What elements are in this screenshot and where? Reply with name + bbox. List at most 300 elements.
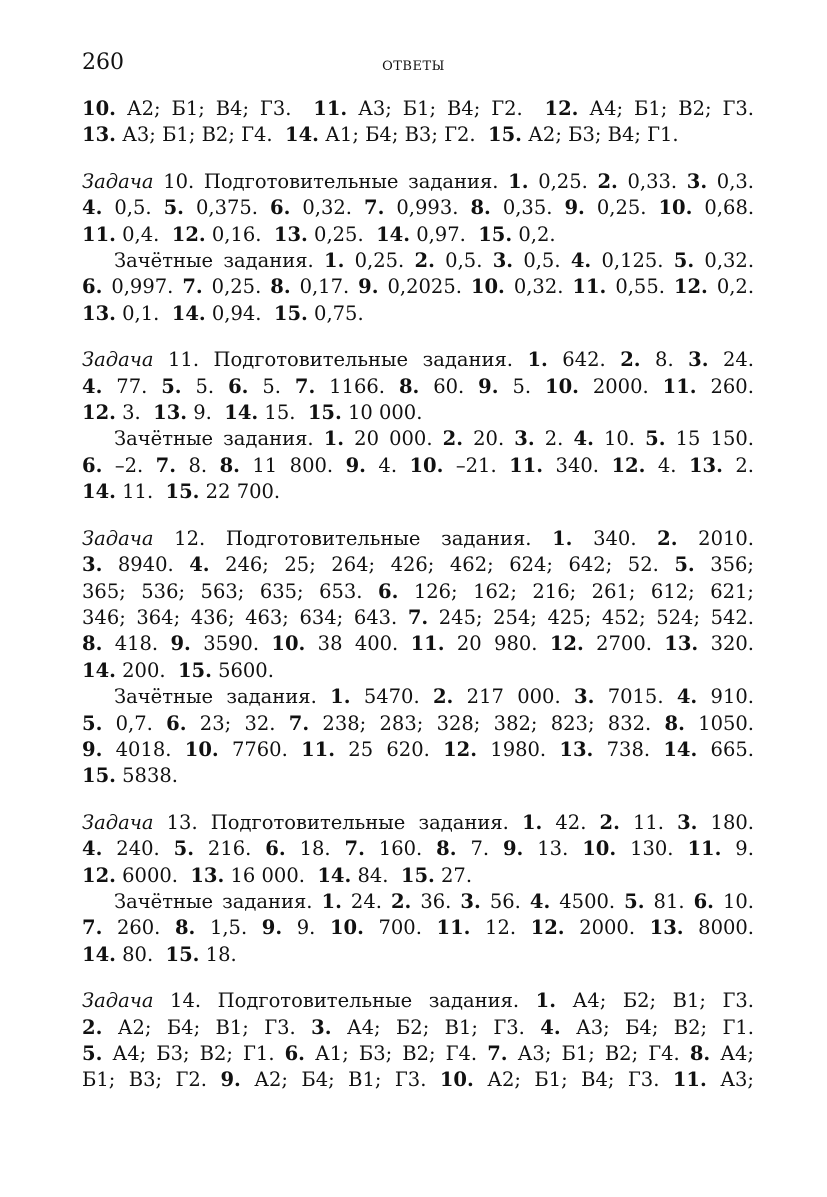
text-run: 9. <box>282 916 330 940</box>
task-14-section <box>82 988 754 1094</box>
text-run: 0,2025. <box>378 275 471 299</box>
text-run: 15. <box>165 942 200 966</box>
text-run: 12. <box>530 916 565 940</box>
text-run: Задача <box>82 169 154 193</box>
text-run: 5. <box>82 711 103 735</box>
text-run: 9. <box>478 374 499 398</box>
text-run: 7. <box>155 453 177 477</box>
text-run: 7. <box>288 711 310 735</box>
text-run: 3. <box>492 249 514 273</box>
text-run: 5. <box>161 374 182 398</box>
text-run: 0,125. <box>591 249 674 273</box>
text-run: 11. Подготовительные задания. <box>153 348 528 372</box>
text-run: А2; Б4; В1; Г3. <box>102 1015 312 1039</box>
text-run: 7. <box>82 916 103 940</box>
text-line <box>82 579 754 605</box>
text-line <box>82 942 754 968</box>
text-run: 77. <box>102 374 162 398</box>
text-run: 11. <box>672 1068 707 1092</box>
text-run: 14. <box>285 123 319 147</box>
text-run: Задача <box>82 989 154 1013</box>
text-run: 1,5. <box>195 916 262 940</box>
text-run: 12. <box>171 222 206 246</box>
text-run: 11. <box>436 916 471 940</box>
text-run: 0,25. <box>202 275 271 299</box>
text-run: 2. <box>414 249 435 273</box>
text-run: 2000. <box>564 916 650 940</box>
text-run: 4. <box>529 889 551 913</box>
text-run: 11. <box>301 737 336 761</box>
text-line <box>82 631 754 657</box>
text-line <box>82 863 754 889</box>
text-run: 10 000. <box>341 401 423 425</box>
text-run: 3. <box>460 889 481 913</box>
text-run: 12. <box>470 916 531 940</box>
text-run: 0,25. <box>307 222 377 246</box>
text-run: 0,375. <box>183 196 271 220</box>
text-run: 8. <box>689 1042 711 1065</box>
text-run: 11 800. <box>239 453 346 477</box>
text-run: 15. <box>478 222 513 246</box>
text-run: 7. <box>456 837 503 861</box>
text-run: 1. <box>508 169 529 193</box>
text-run: А4; Б2; В1; Г3. <box>556 989 755 1013</box>
text-run: 12. <box>673 275 708 299</box>
text-line <box>82 763 754 789</box>
text-run: 3. <box>115 401 154 425</box>
text-run: 130. <box>616 837 688 861</box>
text-run: 238; 283; 328; 382; 823; 832. <box>309 711 665 735</box>
text-run: 0,68. <box>692 196 755 220</box>
text-run: 3. <box>688 348 709 372</box>
text-run: 8. <box>176 453 220 477</box>
text-run: 126; 162; 216; 261; 612; 621; <box>398 579 754 603</box>
text-run: 8. <box>436 837 457 861</box>
text-run: 15. <box>258 401 308 425</box>
text-run: 5. <box>645 427 666 451</box>
text-run: 11. <box>572 275 607 299</box>
text-run: 3. <box>311 1015 332 1039</box>
text-run: 10. <box>470 275 505 299</box>
text-run: 5. <box>673 249 695 273</box>
text-run: 15. <box>307 401 342 425</box>
text-run: 38 400. <box>305 632 411 656</box>
text-run: 12. <box>544 97 579 120</box>
text-run: 2. <box>620 348 641 372</box>
text-run: 6. <box>693 889 714 913</box>
text-run: 25 620. <box>335 737 444 761</box>
text-run: 9. <box>721 837 754 861</box>
text-run: 2010. <box>677 526 754 550</box>
text-run: А2; Б1; В4; Г3. <box>115 97 314 120</box>
text-run: 11. <box>509 453 544 477</box>
text-run: А2; Б3; В4; Г1. <box>521 123 679 147</box>
text-run: 5. <box>163 196 184 220</box>
text-run: 13. Подготовительные задания. <box>153 810 522 834</box>
text-run: А3; Б4; В2; Г1. <box>560 1015 754 1039</box>
text-line <box>82 96 754 122</box>
text-run: 10. <box>713 889 754 913</box>
text-run: 14. <box>376 222 410 246</box>
text-run: 4. <box>82 837 103 861</box>
text-run: 10. <box>271 632 306 656</box>
text-run: 13. <box>649 916 684 940</box>
text-line <box>82 347 754 373</box>
text-run: 2. <box>432 685 454 709</box>
text-run: 0,2. <box>512 222 556 246</box>
text-run: 0,25. <box>528 169 598 193</box>
answers-content <box>82 96 754 1094</box>
text-run: 665. <box>697 737 754 761</box>
text-run: 8. <box>174 916 196 940</box>
text-run: 1. <box>324 249 345 273</box>
text-run: 0,25. <box>344 249 415 273</box>
text-run: 4. <box>645 453 689 477</box>
text-run: 11. <box>687 837 722 861</box>
text-run: 13. <box>153 401 188 425</box>
text-run: Б1; В3; Г2. <box>82 1068 221 1092</box>
text-line <box>82 195 754 221</box>
text-line <box>82 988 754 1014</box>
text-run: 15. <box>488 123 522 147</box>
text-run: 260. <box>696 374 754 398</box>
text-run: 13. <box>523 837 583 861</box>
text-run: 1980. <box>477 737 560 761</box>
text-run: 0,94. <box>205 301 274 325</box>
text-run: 365; 536; 563; 635; 653. <box>82 579 378 603</box>
text-run: 0,32. <box>290 196 365 220</box>
text-run: 1. <box>323 427 345 451</box>
text-run: 11. <box>82 222 116 246</box>
text-run: 15 150. <box>665 427 754 451</box>
text-run: 3. <box>82 553 103 577</box>
text-run: 160. <box>364 837 437 861</box>
running-title: ОТВЕТЫ <box>382 59 445 74</box>
text-run: 4018. <box>102 737 185 761</box>
text-run: 4. <box>189 553 210 577</box>
text-run: 15. <box>400 863 435 887</box>
text-run: А3; Б1; В2; Г4. <box>507 1042 690 1065</box>
text-run: 240. <box>102 837 174 861</box>
text-line <box>82 1015 754 1041</box>
text-run: 56. <box>480 889 530 913</box>
text-run: 8000. <box>683 916 754 940</box>
text-run: 5. <box>181 374 229 398</box>
text-run: 1. <box>330 685 351 709</box>
text-line <box>82 1041 754 1067</box>
text-line <box>82 374 754 400</box>
text-run: 3. <box>677 810 698 834</box>
text-run: 14. <box>82 480 116 504</box>
text-run: 0,32. <box>694 249 755 273</box>
text-run: 24. <box>341 889 391 913</box>
text-run: 11. <box>410 632 445 656</box>
text-run: А4; Б2; В1; Г3. <box>331 1015 541 1039</box>
text-run: 81. <box>644 889 694 913</box>
intro-block <box>82 96 754 149</box>
text-run: 84. <box>351 863 401 887</box>
text-line <box>82 1067 754 1093</box>
text-run: А4; <box>710 1042 755 1065</box>
text-run: 12. <box>82 863 116 887</box>
text-run: 0,1. <box>115 301 172 325</box>
text-run: 320. <box>698 632 754 656</box>
text-run: 42. <box>542 810 600 834</box>
text-run: 12. <box>443 737 478 761</box>
text-run: 12. <box>82 401 116 425</box>
text-run: 10. <box>658 196 693 220</box>
text-run: 4. <box>540 1015 561 1039</box>
text-run: Задача <box>82 526 154 550</box>
text-run: 245; 254; 425; 452; 524; 542. <box>428 605 755 629</box>
text-run: 10. <box>582 837 617 861</box>
text-run: 2. <box>534 427 574 451</box>
text-run: 0,55. <box>606 275 674 299</box>
text-run: 2. <box>597 169 618 193</box>
text-run: 6. <box>228 374 249 398</box>
text-run: 6. <box>82 275 103 299</box>
text-run: 18. <box>285 837 345 861</box>
text-run: 10. <box>439 1068 474 1092</box>
text-run: 2. <box>390 889 412 913</box>
text-run: Зачётные задания. <box>114 685 331 709</box>
text-run: 6. <box>166 711 187 735</box>
text-run: 7. <box>294 374 316 398</box>
text-line <box>82 836 754 862</box>
text-run: 13. <box>190 863 225 887</box>
text-run: А4; Б3; В2; Г1. <box>102 1042 285 1065</box>
text-run: 11. <box>115 480 166 504</box>
text-line <box>82 810 754 836</box>
text-run: 10. <box>82 97 116 120</box>
text-run: 0,7. <box>102 711 167 735</box>
text-run: 0,5. <box>513 249 571 273</box>
text-run: 15. <box>82 764 116 788</box>
text-run: 24. <box>708 348 754 372</box>
text-run: А2; Б4; В1; Г3. <box>240 1068 440 1092</box>
text-run: 1. <box>521 810 543 834</box>
text-run: 8. <box>470 196 491 220</box>
text-run: 14. <box>224 401 259 425</box>
text-run: 8940. <box>102 553 190 577</box>
text-run: 4. <box>82 374 103 398</box>
text-run: 8. <box>270 275 291 299</box>
text-line <box>82 605 754 631</box>
text-run: 10. <box>409 453 444 477</box>
text-run: 6. <box>284 1042 305 1065</box>
text-run: 9. <box>187 401 225 425</box>
text-run: А1; Б3; В2; Г4. <box>304 1042 488 1065</box>
text-run: 2000. <box>578 374 663 398</box>
text-run: 4. <box>82 196 103 220</box>
task-13-section <box>82 810 754 968</box>
text-run: 0,35. <box>490 196 565 220</box>
text-run: 8. <box>82 632 103 656</box>
text-run: 14. <box>317 863 352 887</box>
text-run: 1. <box>535 989 557 1013</box>
text-run: 356; <box>694 553 754 577</box>
text-run: 11. <box>619 810 678 834</box>
task-12-section <box>82 526 754 790</box>
text-run: 9. <box>82 737 103 761</box>
text-run: 22 700. <box>199 480 281 504</box>
text-run: 180. <box>697 810 754 834</box>
text-run: 2. <box>657 526 678 550</box>
text-run: 910. <box>697 685 754 709</box>
text-run: 4. <box>570 249 592 273</box>
text-run: 7760. <box>218 737 302 761</box>
text-run: 20. <box>463 427 515 451</box>
text-line <box>82 400 754 426</box>
text-line <box>82 453 754 479</box>
text-run: 6. <box>378 579 399 603</box>
text-run: 7. <box>344 837 365 861</box>
text-run: 5. <box>498 374 545 398</box>
text-run: 0,25. <box>584 196 659 220</box>
text-line <box>82 526 754 552</box>
text-run: 5. <box>624 889 645 913</box>
text-line <box>82 301 754 327</box>
text-run: 20 000. <box>344 427 443 451</box>
text-run: 1050. <box>684 711 755 735</box>
text-run: 9. <box>358 275 379 299</box>
text-run: 0,993. <box>384 196 471 220</box>
text-line <box>82 426 754 452</box>
text-line <box>82 915 754 941</box>
text-run: 5470. <box>350 685 433 709</box>
text-run: 7. <box>407 605 429 629</box>
text-run: 13. <box>82 123 116 147</box>
text-run: 260. <box>102 916 175 940</box>
text-run: 0,17. <box>290 275 359 299</box>
text-run: 5. <box>173 837 194 861</box>
text-run: 2. <box>442 427 464 451</box>
text-run: 7015. <box>594 685 677 709</box>
text-run: 0,5. <box>102 196 164 220</box>
text-run: 0,3. <box>707 169 754 193</box>
text-run: 9. <box>261 916 283 940</box>
text-run: 340. <box>543 453 612 477</box>
text-run: 12. Подготовительные задания. <box>153 526 553 550</box>
text-line <box>82 169 754 195</box>
text-run: 217 000. <box>453 685 574 709</box>
text-run: 13. <box>688 453 723 477</box>
text-line <box>82 684 754 710</box>
text-run: Зачётные задания. <box>114 889 322 913</box>
text-run: 6. <box>82 453 103 477</box>
text-run: 246; 25; 264; 426; 462; 624; 642; 52. <box>209 553 675 577</box>
text-run: 12. <box>611 453 646 477</box>
text-line <box>82 737 754 763</box>
text-run: 0,4. <box>115 222 172 246</box>
text-run: 2. <box>599 810 620 834</box>
text-line <box>82 889 754 915</box>
text-run: 0,33. <box>617 169 687 193</box>
text-run: 13. <box>664 632 699 656</box>
text-run: 10. <box>184 737 219 761</box>
text-run: 18. <box>199 942 237 966</box>
text-run: 6000. <box>115 863 191 887</box>
text-line <box>82 274 754 300</box>
text-run: 5838. <box>115 764 178 788</box>
page-number: 260 <box>82 50 124 75</box>
text-run: 3. <box>686 169 708 193</box>
text-run: 5600. <box>211 658 274 682</box>
text-run: 15. <box>165 480 200 504</box>
text-run: 1. <box>321 889 342 913</box>
text-run: 5. <box>248 374 295 398</box>
text-line <box>82 552 754 578</box>
text-run: 13. <box>559 737 594 761</box>
text-run: 11. <box>313 97 348 120</box>
text-run: 14. <box>82 942 116 966</box>
text-run: Зачётные задания. <box>114 427 324 451</box>
text-run: –2. <box>102 453 156 477</box>
text-line <box>82 222 754 248</box>
text-run: 3. <box>574 685 595 709</box>
text-run: 9. <box>220 1068 241 1092</box>
text-run: 4. <box>365 453 410 477</box>
text-run: 642. <box>547 348 621 372</box>
text-run: 346; 364; 436; 463; 634; 643. <box>82 605 408 629</box>
text-run: 200. <box>115 658 178 682</box>
text-run: 7. <box>182 275 203 299</box>
text-line <box>82 479 754 505</box>
text-run: 14. Подготовительные задания. <box>153 989 536 1013</box>
text-run: 20 980. <box>444 632 550 656</box>
text-run: 4500. <box>550 889 625 913</box>
text-run: 15. <box>273 301 308 325</box>
text-run: Задача <box>82 810 154 834</box>
text-run: 2. <box>722 453 754 477</box>
task-11-section <box>82 347 754 505</box>
text-run: 15. <box>177 658 212 682</box>
text-run: 0,75. <box>307 301 364 325</box>
text-run: 14. <box>663 737 698 761</box>
text-line <box>82 711 754 737</box>
text-run: 8. <box>398 374 420 398</box>
text-run: 0,16. <box>205 222 274 246</box>
text-run: А2; Б1; В4; Г3. <box>473 1068 673 1092</box>
text-run: 4. <box>676 685 698 709</box>
text-run: 14. <box>82 658 116 682</box>
text-run: 10. Подготовительные задания. <box>153 169 509 193</box>
text-run: 27. <box>434 863 473 887</box>
text-run: 3590. <box>190 632 272 656</box>
text-run: А1; Б4; В3; Г2. <box>318 123 489 147</box>
text-run: 1. <box>527 348 548 372</box>
text-run: 11. <box>662 374 697 398</box>
text-run: 60. <box>419 374 479 398</box>
text-run: 10. <box>329 916 364 940</box>
text-run: 6. <box>265 837 286 861</box>
text-line <box>82 658 754 684</box>
text-run: 2700. <box>583 632 665 656</box>
text-run: 340. <box>572 526 658 550</box>
text-run: 0,5. <box>434 249 493 273</box>
text-run: 2. <box>82 1015 103 1039</box>
text-line <box>82 248 754 274</box>
text-run: 738. <box>593 737 664 761</box>
text-run: 8. <box>219 453 240 477</box>
text-run: А3; Б1; В4; Г2. <box>347 97 545 120</box>
text-run: 16 000. <box>224 863 318 887</box>
text-run: 5. <box>674 553 695 577</box>
text-run: 6. <box>270 196 291 220</box>
text-run: 1166. <box>315 374 399 398</box>
text-run: Зачётные задания. <box>114 249 324 273</box>
text-run: Задача <box>82 348 154 372</box>
